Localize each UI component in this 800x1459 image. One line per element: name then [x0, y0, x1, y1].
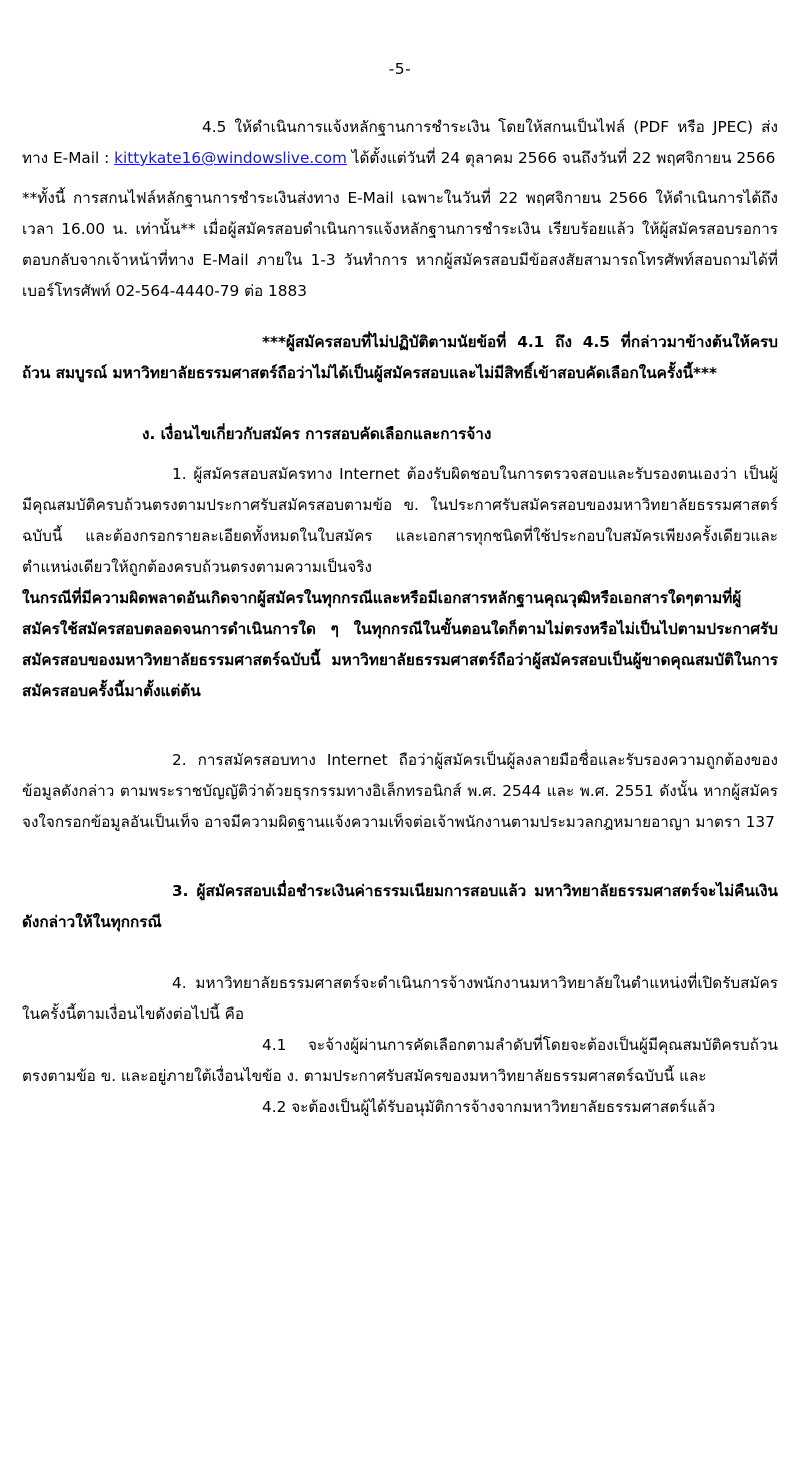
paragraph-condition-3: 3. ผู้สมัครสอบเมื่อชำระเงินค่าธรรมเนียมการสอบแล้ว มหาวิทยาลัยธรรมศาสตร์จะไม่คืนเงินดังกล่าวให้ในทุกกรณี: [22, 882, 778, 931]
heading-section-ngo: ง. เงื่อนไขเกี่ยวกับสมัคร การสอบคัดเลือกและการจ้าง: [142, 425, 492, 443]
paragraph-condition-1-continued: ในกรณีที่มีความผิดพลาดอันเกิดจากผู้สมัครในทุกกรณีและหรือมีเอกสารหลักฐานคุณวุฒิหรือเอกสารใดๆตามที่ผู้สมัครใช้สมัครสอบตลอดจนการดำเนินการใด ๆ ในทุกกรณีในขั้นตอนใดก็ตามไม่ตรงหรือไม่เป็นไปตามประกาศรับสมัครสอบของมหาวิทยาลัยธรรมศาสตร์ฉบับนี้ มหาวิทยาลัยธรรมศาสตร์ถือว่าผู้สมัครสอบเป็นผู้ขาดคุณสมบัติในการสมัครสอบครั้งนี้มาตั้งแต่ต้น: [22, 589, 778, 700]
paragraph-note-disqualification: ***ผู้สมัครสอบที่ไม่ปฏิบัติตามนัยข้อที่ 4.1 ถึง 4.5 ที่กล่าวมาข้างต้นให้ครบถ้วน สมบูรณ์ มหาวิทยาลัยธรรมศาสตร์ถือว่าไม่ได้เป็นผู้สมัครสอบและไม่มีสิทธิ์เข้าสอบคัดเลือกในครั้งนี้***: [22, 333, 778, 382]
paragraph-4-5: [22, 112, 778, 174]
paragraph-condition-1: 1. ผู้สมัครสอบสมัครทาง Internet ต้องรับผิดชอบในการตรวจสอบและรับรองตนเองว่า เป็นผู้มีคุณสมบัติครบถ้วนตรงตามประกาศรับสมัครสอบตามข้อ ข. ในประกาศรับสมัครสอบของมหาวิทยาลัยธรรมศาสตร์ฉบับนี้ และต้องกรอกรายละเอียดทั้งหมดในใบสมัคร และเอกสารทุกชนิดที่ใช้ประกอบใบสมัครเพียงครั้งเดียวและตำแหน่งเดียวให้ถูกต้องครบถ้วนตรงตามความเป็นจริง: [22, 465, 778, 576]
paragraph-condition-4-2: 4.2 จะต้องเป็นผู้ได้รับอนุมัติการจ้างจากมหาวิทยาลัยธรรมศาสตร์แล้ว: [262, 1098, 716, 1116]
paragraph-4-5-text-before-email: 4.5 ให้ดำเนินการแจ้งหลักฐานการชำระเงิน โดยให้สกนเป็นไฟล์ (PDF หรือ JPEC) ส่งทาง E-Mail :: [22, 118, 778, 167]
paragraph-condition-4-1: 4.1 จะจ้างผู้ผ่านการคัดเลือกตามลำดับที่โดยจะต้องเป็นผู้มีคุณสมบัติครบถ้วนตรงตามข้อ ข. และอยู่ภายใต้เงื่อนไขข้อ ง. ตามประกาศรับสมัครของมหาวิทยาลัยธรรมศาสตร์ฉบับนี้ และ: [22, 1036, 778, 1085]
paragraph-note-email-deadline: **ทั้งนี้ การสกนไฟล์หลักฐานการชำระเงินส่งทาง E-Mail เฉพาะในวันที่ 22 พฤศจิกายน 2566 ให้ดำเนินการได้ถึงเวลา 16.00 น. เท่านั้น** เมื่อผู้สมัครสอบดำเนินการแจ้งหลักฐานการชำระเงิน เรียบร้อยแล้ว ให้ผู้สมัครสอบรอการตอบกลับจากเจ้าหน้าที่ทาง E-Mail ภายใน 1-3 วันทำการ หากผู้สมัครสอบมีข้อสงสัยสามารถโทรศัพท์สอบถามได้ที่เบอร์โทรศัพท์ 02-564-4440-79 ต่อ 1883: [22, 189, 778, 300]
paragraph-4-5-text-after-email: ได้ตั้งแต่วันที่ 24 ตุลาคม 2566 จนถึงวันที่ 22 พฤศจิกายน 2566: [346, 149, 776, 167]
email-link[interactable]: kittykate16@windowslive.com: [114, 149, 347, 167]
paragraph-condition-4: 4. มหาวิทยาลัยธรรมศาสตร์จะดำเนินการจ้างพนักงานมหาวิทยาลัยในตำแหน่งที่เปิดรับสมัครในครั้งนี้ตามเงื่อนไขดังต่อไปนี้ คือ: [22, 974, 778, 1023]
paragraph-condition-2: 2. การสมัครสอบทาง Internet ถือว่าผู้สมัครเป็นผู้ลงลายมือชื่อและรับรองความถูกต้องของข้อมูลดังกล่าว ตามพระราชบัญญัติว่าด้วยธุรกรรมทางอิเล็กทรอนิกส์ พ.ศ. 2544 และ พ.ศ. 2551 ดังนั้น หากผู้สมัครจงใจกรอกข้อมูลอันเป็นเท็จ อาจมีความผิดฐานแจ้งความเท็จต่อเจ้าพนักงานตามประมวลกฎหมายอาญา มาตรา 137: [22, 751, 778, 831]
page-number: -5-: [388, 60, 412, 78]
